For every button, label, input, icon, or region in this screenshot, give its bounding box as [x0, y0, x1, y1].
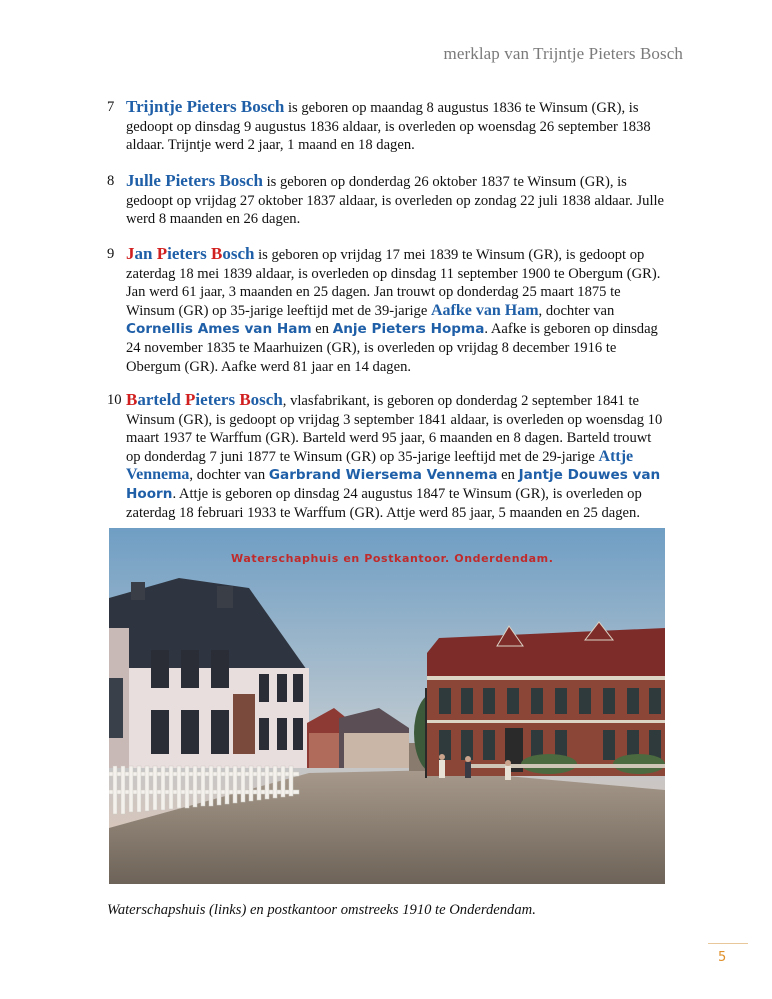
- father-name: Cornellis Ames van Ham: [126, 321, 312, 338]
- entry-text: [126, 98, 667, 155]
- spouse-name: Attje Vennema: [126, 447, 634, 484]
- person-name: Trijntje Pieters Bosch: [126, 97, 285, 116]
- photo-caption: Waterschapshuis (links) en postkantoor omstreeks 1910 te Onderdendam.: [107, 902, 536, 918]
- person-name: Jan Pieters Bosch: [126, 244, 255, 263]
- person-name: Julle Pieters Bosch: [126, 171, 263, 190]
- postcard-title: Waterschaphuis en Postkantoor. Onderdendam.: [231, 552, 554, 565]
- entry-7: [107, 98, 667, 155]
- entry-9: [107, 245, 667, 376]
- entry-10: [107, 391, 667, 522]
- postkantoor-building: [427, 622, 665, 776]
- entry-number: 7: [107, 99, 115, 115]
- postcard-photo: [109, 528, 665, 884]
- entry-text: Jan Pieters Bosch is geboren op vrijdag 17 mei 1839 te Winsum (GR), is gedoopt op zaterdag 18 mei 1839 aldaar, is overleden op dinsdag 11 september 1900 te Obergum (GR). Jan werd 61 jaar, 3 maanden en 25 dagen. Jan trouwt op donderdag 25 maart 1875 te Winsum (GR) op 35-jarige leeftijd met de 39-jarige Aafke van Ham, dochter van Cornellis Ames van Ham en Anje Pieters Hopma. Aafke is geboren op dinsdag 24 november 1835 te Maarhuizen (GR), is overleden op vrijdag 8 december 1916 te Obergum (GR). Aafke werd 81 jaar en 14 dagen.: [126, 244, 661, 375]
- entry-8: [107, 172, 667, 229]
- mother-name: Anje Pieters Hopma: [332, 321, 485, 338]
- lamp-post: [425, 688, 427, 778]
- entry-number: 8: [107, 173, 115, 189]
- mother-name: Jantje Douwes van Hoorn: [126, 467, 661, 502]
- footer-divider: [708, 943, 748, 944]
- entry-text: Barteld Pieters Bosch, vlasfabrikant, is geboren op donderdag 2 september 1841 te Winsum (GR), is gedoopt op vrijdag 3 september 1841 aldaar, is overleden op woensdag 10 maart 1937 te Warffum (GR). Barteld werd 95 jaar, 6 maanden en 8 dagen. Barteld trouwt op donderdag 7 juni 1877 te Winsum (GR) op 35-jarige leeftijd met de 29-jarige Attje Vennema, dochter van Garbrand Wiersema Vennema en Jantje Douwes van Hoorn. Attje is geboren op dinsdag 24 augustus 1847 te Winsum (GR), is overleden op zaterdag 18 februari 1933 te Warffum (GR). Attje werd 85 jaar, 5 maanden en 25 dagen.: [126, 390, 663, 521]
- entry-text: [126, 172, 667, 229]
- entry-number: 9: [107, 246, 115, 262]
- entry-number: 10: [107, 392, 122, 408]
- running-header: merklap van Trijntje Pieters Bosch: [443, 44, 683, 63]
- entry-description: is geboren op maandag 8 augustus 1836 te Winsum (GR), is gedoopt op dinsdag 9 augustus 1836 aldaar, is overleden op woensdag 26 september 1838 aldaar. Trijntje werd 2 jaar, 1 maand en 18 dagen.: [126, 100, 651, 154]
- father-name: Garbrand Wiersema Vennema: [268, 467, 498, 484]
- person-name: Barteld Pieters Bosch: [126, 390, 283, 409]
- entry-description: is geboren op donderdag 26 oktober 1837 te Winsum (GR), is gedoopt op vrijdag 27 oktober 1837 aldaar, is overleden op zondag 22 juli 1838 aldaar. Julle werd 8 maanden en 26 dagen.: [126, 174, 665, 228]
- page-number: 5: [718, 950, 727, 965]
- spouse-name: Aafke van Ham: [430, 301, 539, 319]
